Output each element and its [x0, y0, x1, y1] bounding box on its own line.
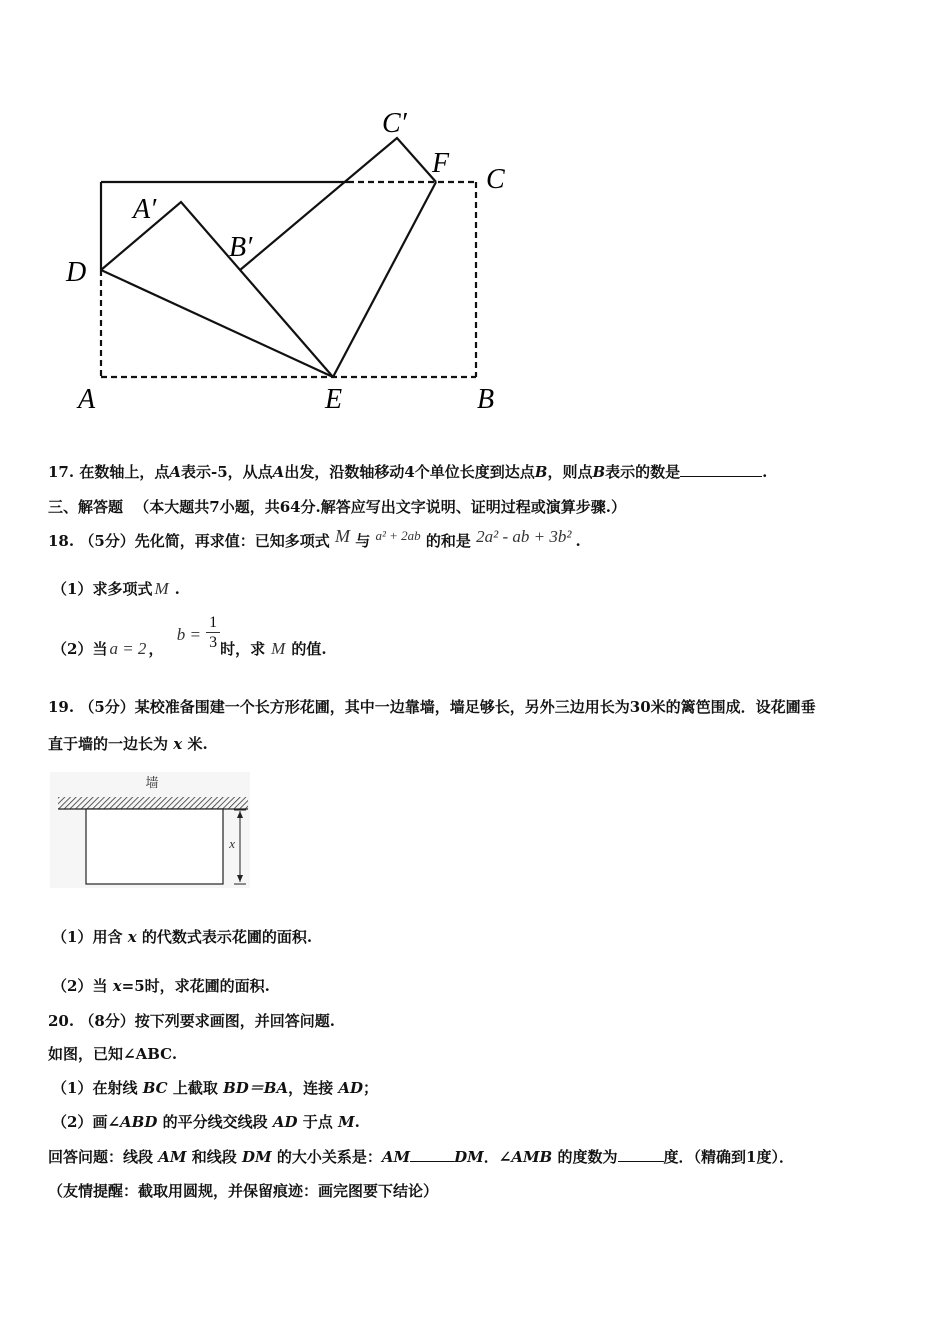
q18-yu: 与 — [355, 532, 371, 550]
q20-ans-b: 和线段 — [191, 1148, 237, 1166]
question-19-line2 — [48, 733, 208, 754]
q19-number: 19. — [48, 698, 75, 716]
q17-text-mid2: 出发，沿数轴移动4个单位长度到达点 — [284, 463, 535, 481]
q20-p2-a: 画 — [92, 1113, 108, 1131]
label-d: D — [66, 257, 87, 288]
q18-tail: . — [575, 532, 581, 550]
q18-score: （5分） — [79, 532, 135, 550]
q20-p1-label: （1） — [52, 1079, 93, 1097]
q20-score: （8分） — [79, 1012, 135, 1030]
q20-number: 20. — [48, 1012, 75, 1030]
q18-p2-label: （2） — [52, 640, 93, 658]
q18-part1 — [52, 578, 180, 599]
label-a: A — [78, 384, 96, 415]
question-18 — [48, 526, 581, 551]
q20-ans-am2: AM — [381, 1148, 411, 1166]
q20-hint — [48, 1180, 438, 1201]
q19-part2 — [52, 975, 270, 996]
q18-part2 — [52, 614, 327, 658]
q20-hint-text: （友情提醒：截取用圆规，并保留痕迹：画完图要下结论） — [48, 1182, 439, 1200]
q19-p2-b: =5时，求花圃的面积. — [121, 977, 270, 995]
q20-ans-dm: DM — [241, 1148, 272, 1166]
q19-line2-a: 直于墙的一边长为 — [48, 735, 169, 753]
q19-p1-label: （1） — [52, 928, 93, 946]
q17-tail: . — [762, 463, 768, 481]
q20-part1 — [52, 1077, 378, 1098]
q18-fraction-denominator: 3 — [209, 634, 218, 651]
label-f: F — [432, 148, 450, 179]
q19-score: （5分） — [79, 698, 135, 716]
q20-given — [48, 1043, 177, 1064]
q19-p1-x: x — [127, 928, 137, 946]
q20-p1-c: ，连接 — [288, 1079, 334, 1097]
q20-p1-d: ； — [363, 1079, 379, 1097]
q18-text2: 的和是 — [425, 532, 471, 550]
q18-p1-text: 求多项式 — [92, 580, 153, 598]
q20-p1-b: 上截取 — [172, 1079, 218, 1097]
label-a-prime: A′ — [133, 194, 157, 225]
folding-figure — [0, 0, 950, 430]
q18-text1: 先化简，再求值：已知多项式 — [134, 532, 330, 550]
garden-wall-label: 墙 — [145, 775, 159, 790]
q18-expr2: 2a² - ab + 3b² — [476, 527, 572, 546]
q19-p2-a: 当 — [92, 977, 108, 995]
q20-p1-eq: BD＝BA — [223, 1079, 289, 1097]
label-b: B — [477, 384, 495, 415]
q18-fraction-numerator: 1 — [206, 614, 220, 633]
q20-relation-blank[interactable] — [410, 1147, 454, 1162]
q17-point-a2: A — [272, 463, 285, 481]
label-c-prime: C′ — [382, 108, 407, 139]
q19-p2-x: x — [112, 977, 122, 995]
q19-p2-label: （2） — [52, 977, 93, 995]
q18-m: M — [335, 526, 351, 546]
q17-point-a: A — [169, 463, 181, 481]
label-e: E — [325, 384, 343, 415]
q20-p2-angle: ∠ABD — [107, 1113, 158, 1131]
q20-degree-blank[interactable] — [618, 1147, 664, 1162]
q18-p2-a: a = 2 — [109, 639, 147, 658]
q20-p2-d: . — [354, 1113, 360, 1131]
q20-part2 — [52, 1111, 360, 1132]
q20-ans-e: 的度数为 — [557, 1148, 618, 1166]
q19-p1-b: 的代数式表示花圃的面积. — [141, 928, 313, 946]
q18-number: 18. — [48, 532, 75, 550]
q19-p1-a: 用含 — [92, 928, 123, 946]
q17-text-mid1: 表示-5，从点 — [181, 463, 273, 481]
section-3-title: 三、解答题 — [48, 498, 124, 516]
question-20 — [48, 1010, 335, 1031]
q20-p1-bc: BC — [142, 1079, 168, 1097]
q19-x: x — [173, 735, 183, 753]
q17-text-mid3: ，则点 — [547, 463, 593, 481]
q18-p2-when: 时，求 — [220, 640, 266, 658]
q18-fraction — [206, 614, 220, 653]
q20-ans-c: 的大小关系是： — [276, 1148, 382, 1166]
q17-point-b: B — [534, 463, 548, 481]
q20-p1-ad: AD — [338, 1079, 363, 1097]
q19-part1 — [52, 926, 312, 947]
q17-number: 17. — [48, 463, 75, 481]
label-b-prime: B′ — [229, 232, 253, 263]
section-3-note: （本大题共7小题，共64分.解答应写出文字说明、证明过程或演算步骤.） — [134, 498, 627, 516]
garden-side-label: x — [229, 836, 235, 851]
q20-p2-c: 于点 — [302, 1113, 333, 1131]
q18-p2-text: 当 — [92, 640, 108, 658]
q18-p2-tail: 的值. — [291, 640, 327, 658]
q20-ans-dm2: DM — [454, 1148, 484, 1166]
q18-p2-b: b = — [176, 625, 201, 644]
q20-p2-ad: AD — [272, 1113, 298, 1131]
q20-p1-a: 在射线 — [92, 1079, 138, 1097]
q20-ans-d: ． — [483, 1148, 499, 1166]
q20-given-text: 如图，已知∠ABC. — [48, 1045, 178, 1063]
q18-expr1: a² + 2ab — [375, 528, 421, 543]
q18-p2-comma: ， — [148, 640, 164, 658]
q20-ans-am: AM — [158, 1148, 187, 1166]
question-17 — [48, 461, 767, 482]
section-3-heading — [48, 496, 626, 517]
q20-ans-f: 度．（精确到1度）． — [663, 1148, 794, 1166]
garden-rectangle — [86, 809, 223, 884]
q20-p2-b: 的平分线交线段 — [162, 1113, 268, 1131]
garden-wall — [58, 797, 248, 809]
q18-p1-tail: . — [174, 580, 180, 598]
q17-point-b2: B — [592, 463, 606, 481]
question-19-line1 — [48, 696, 816, 717]
q18-p1-label: （1） — [52, 580, 93, 598]
q18-p1-m: M — [154, 579, 169, 598]
garden-figure — [48, 768, 258, 893]
q19-line1: 某校准备围建一个长方形花圃，其中一边靠墙，墙足够长，另外三边用长为30米的篱笆围成．设花圃垂 — [134, 698, 816, 716]
q20-text: 按下列要求画图，并回答问题. — [134, 1012, 336, 1030]
q20-p2-label: （2） — [52, 1113, 93, 1131]
q19-line2-b: 米. — [187, 735, 208, 753]
q18-p2-m: M — [271, 639, 286, 658]
q17-answer-blank[interactable] — [680, 462, 762, 477]
q20-p2-m: M — [337, 1113, 355, 1131]
label-c: C — [486, 164, 505, 195]
q17-text-end: 表示的数是 — [605, 463, 681, 481]
q20-answer — [48, 1146, 794, 1167]
q17-text: 在数轴上，点 — [79, 463, 170, 481]
q20-ans-angle: ∠AMB — [498, 1148, 553, 1166]
q20-ans-a: 回答问题：线段 — [48, 1148, 154, 1166]
